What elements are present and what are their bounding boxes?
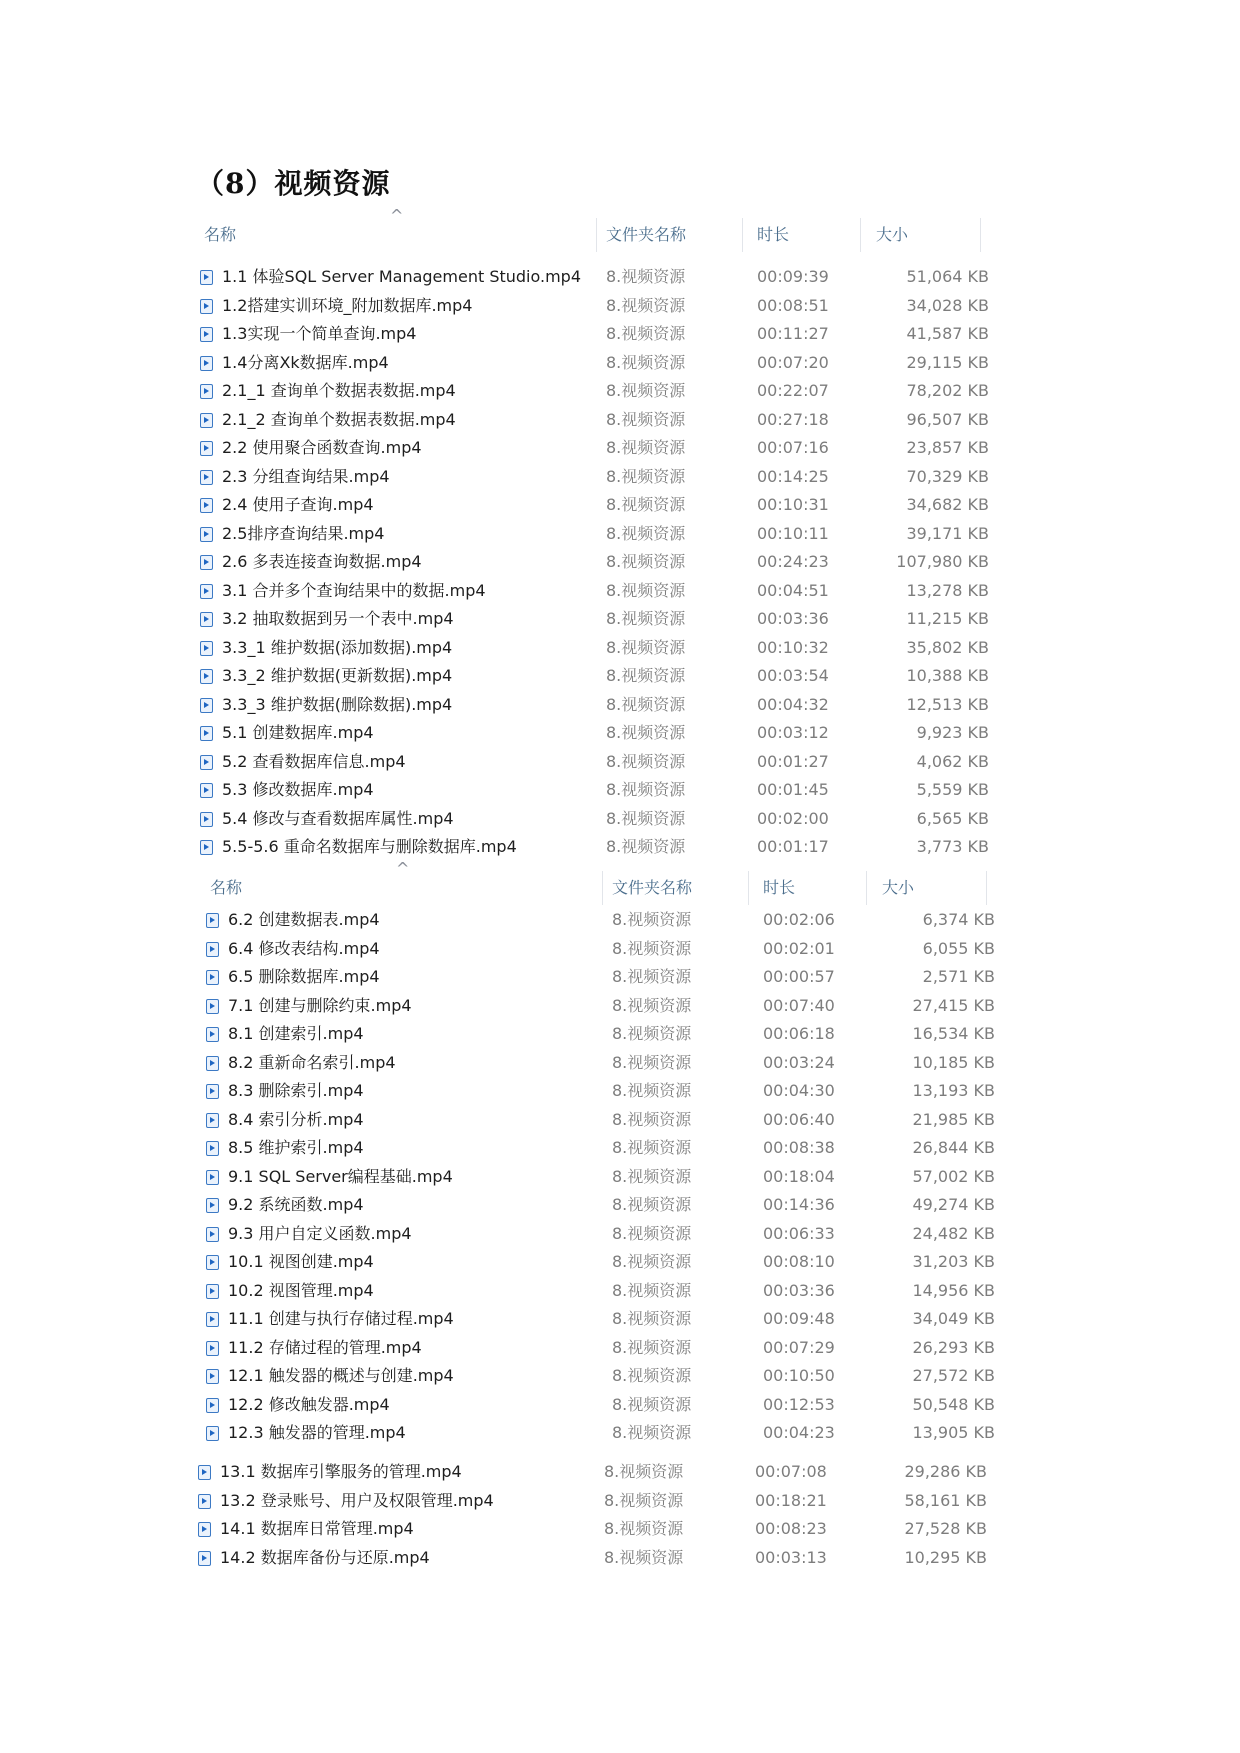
file-row[interactable] bbox=[202, 1220, 1007, 1249]
file-duration: 00:11:27 bbox=[757, 324, 829, 343]
column-header-row bbox=[196, 206, 1001, 252]
file-name: 2.5排序查询结果.mp4 bbox=[222, 523, 385, 543]
file-folder: 8.视频资源 bbox=[604, 1462, 684, 1481]
video-file-icon bbox=[206, 999, 219, 1014]
file-row[interactable] bbox=[202, 1305, 1007, 1334]
video-file-icon bbox=[200, 413, 213, 428]
file-name: 6.2 创建数据表.mp4 bbox=[228, 910, 380, 929]
file-folder: 8.视频资源 bbox=[606, 637, 686, 657]
file-duration: 00:04:30 bbox=[763, 1081, 835, 1100]
video-file-icon bbox=[206, 1341, 219, 1356]
column-header-size[interactable]: 大小 bbox=[876, 225, 909, 244]
video-file-icon bbox=[200, 555, 213, 570]
file-size: 13,278 KB bbox=[906, 580, 989, 600]
file-folder: 8.视频资源 bbox=[612, 1052, 692, 1072]
column-header-folder[interactable]: 文件夹名称 bbox=[612, 878, 693, 897]
file-duration: 00:02:06 bbox=[763, 910, 835, 929]
video-file-icon bbox=[206, 1027, 219, 1042]
file-name: 8.3 删除索引.mp4 bbox=[228, 1081, 364, 1100]
file-size: 27,528 KB bbox=[904, 1519, 987, 1538]
column-header-duration[interactable]: 时长 bbox=[757, 225, 790, 244]
video-file-icon bbox=[200, 612, 213, 627]
file-row[interactable] bbox=[202, 1334, 1007, 1363]
file-size: 26,844 KB bbox=[912, 1138, 995, 1157]
file-duration: 00:10:50 bbox=[763, 1366, 835, 1385]
file-list-panel-3 bbox=[194, 1458, 999, 1572]
file-duration: 00:08:10 bbox=[763, 1252, 835, 1271]
file-size: 29,115 KB bbox=[906, 352, 989, 372]
file-name: 13.2 登录账号、用户及权限管理.mp4 bbox=[220, 1490, 494, 1510]
file-name: 11.2 存储过程的管理.mp4 bbox=[228, 1337, 422, 1357]
file-duration: 00:10:11 bbox=[757, 523, 829, 543]
file-size: 51,064 KB bbox=[906, 267, 989, 286]
file-name: 1.3实现一个简单查询.mp4 bbox=[222, 324, 417, 343]
file-duration: 00:07:40 bbox=[763, 995, 835, 1015]
video-file-icon bbox=[200, 498, 213, 513]
file-size: 10,388 KB bbox=[906, 666, 989, 685]
video-file-icon bbox=[206, 970, 219, 985]
file-name: 12.3 触发器的管理.mp4 bbox=[228, 1423, 406, 1442]
file-row[interactable] bbox=[202, 935, 1007, 964]
file-row[interactable] bbox=[202, 1020, 1007, 1049]
file-duration: 00:03:24 bbox=[763, 1052, 835, 1072]
file-row[interactable] bbox=[202, 1391, 1007, 1420]
file-size: 13,193 KB bbox=[912, 1081, 995, 1100]
video-file-icon bbox=[200, 584, 213, 599]
file-duration: 00:12:53 bbox=[763, 1394, 835, 1414]
file-name: 8.1 创建索引.mp4 bbox=[228, 1024, 364, 1043]
file-name: 2.4 使用子查询.mp4 bbox=[222, 495, 374, 514]
video-file-icon bbox=[206, 1113, 219, 1128]
file-row[interactable] bbox=[196, 748, 1001, 777]
file-folder: 8.视频资源 bbox=[612, 1252, 692, 1271]
file-folder: 8.视频资源 bbox=[612, 1223, 692, 1243]
file-row[interactable] bbox=[196, 434, 1001, 463]
file-row[interactable] bbox=[202, 1163, 1007, 1192]
video-file-icon bbox=[200, 299, 213, 314]
file-duration: 00:09:48 bbox=[763, 1309, 835, 1328]
column-divider[interactable] bbox=[860, 218, 861, 252]
file-row[interactable] bbox=[202, 1077, 1007, 1106]
file-name: 14.2 数据库备份与还原.mp4 bbox=[220, 1547, 430, 1567]
file-list-panel-2 bbox=[202, 859, 1007, 1448]
column-divider[interactable] bbox=[986, 871, 987, 905]
file-size: 35,802 KB bbox=[906, 637, 989, 657]
file-name: 1.2搭建实训环境_附加数据库.mp4 bbox=[222, 295, 473, 315]
file-size: 6,055 KB bbox=[922, 938, 995, 958]
file-name: 3.3_1 维护数据(添加数据).mp4 bbox=[222, 637, 453, 657]
file-name: 8.2 重新命名索引.mp4 bbox=[228, 1052, 396, 1072]
video-file-icon bbox=[206, 1141, 219, 1156]
file-folder: 8.视频资源 bbox=[612, 1280, 692, 1300]
column-header-size[interactable]: 大小 bbox=[882, 878, 915, 897]
file-row[interactable] bbox=[202, 1248, 1007, 1277]
file-duration: 00:04:32 bbox=[757, 694, 829, 714]
file-name: 12.2 修改触发器.mp4 bbox=[228, 1394, 390, 1414]
file-folder: 8.视频资源 bbox=[606, 324, 686, 343]
file-folder: 8.视频资源 bbox=[612, 1166, 692, 1186]
file-duration: 00:06:18 bbox=[763, 1024, 835, 1043]
file-size: 26,293 KB bbox=[912, 1337, 995, 1357]
file-folder: 8.视频资源 bbox=[606, 267, 686, 286]
video-file-icon bbox=[200, 641, 213, 656]
file-row[interactable] bbox=[196, 634, 1001, 663]
file-folder: 8.视频资源 bbox=[606, 381, 686, 400]
file-size: 2,571 KB bbox=[922, 967, 995, 986]
file-name: 13.1 数据库引擎服务的管理.mp4 bbox=[220, 1462, 462, 1481]
file-name: 7.1 创建与删除约束.mp4 bbox=[228, 995, 412, 1015]
file-name: 5.2 查看数据库信息.mp4 bbox=[222, 751, 406, 771]
file-duration: 00:18:21 bbox=[755, 1490, 827, 1510]
video-file-icon bbox=[206, 1255, 219, 1270]
file-folder: 8.视频资源 bbox=[612, 1366, 692, 1385]
file-name: 2.6 多表连接查询数据.mp4 bbox=[222, 552, 422, 571]
column-header-folder[interactable]: 文件夹名称 bbox=[606, 225, 687, 244]
file-folder: 8.视频资源 bbox=[606, 409, 686, 429]
file-size: 41,587 KB bbox=[906, 324, 989, 343]
video-file-icon bbox=[206, 1056, 219, 1071]
file-duration: 00:27:18 bbox=[757, 409, 829, 429]
file-name: 5.5-5.6 重命名数据库与删除数据库.mp4 bbox=[222, 837, 517, 856]
video-file-icon bbox=[200, 726, 213, 741]
file-duration: 00:24:23 bbox=[757, 552, 829, 571]
file-folder: 8.视频资源 bbox=[606, 523, 686, 543]
file-folder: 8.视频资源 bbox=[612, 910, 692, 929]
video-file-icon bbox=[200, 441, 213, 456]
file-size: 10,185 KB bbox=[912, 1052, 995, 1072]
file-name: 6.5 删除数据库.mp4 bbox=[228, 967, 380, 986]
file-duration: 00:02:00 bbox=[757, 808, 829, 828]
file-name: 8.4 索引分析.mp4 bbox=[228, 1109, 364, 1129]
file-size: 70,329 KB bbox=[906, 466, 989, 486]
file-folder: 8.视频资源 bbox=[612, 1081, 692, 1100]
file-row[interactable] bbox=[196, 263, 1001, 292]
file-name: 10.1 视图创建.mp4 bbox=[228, 1252, 374, 1271]
video-file-icon bbox=[200, 840, 213, 855]
file-folder: 8.视频资源 bbox=[612, 1394, 692, 1414]
column-header-name[interactable]: 名称 bbox=[210, 878, 243, 897]
file-row[interactable] bbox=[202, 1419, 1007, 1448]
file-row[interactable] bbox=[202, 1277, 1007, 1306]
file-name: 12.1 触发器的概述与创建.mp4 bbox=[228, 1366, 454, 1385]
video-file-icon bbox=[200, 356, 213, 371]
column-header-name[interactable]: 名称 bbox=[204, 225, 237, 244]
file-duration: 00:10:32 bbox=[757, 637, 829, 657]
file-folder: 8.视频资源 bbox=[606, 609, 686, 628]
file-size: 6,374 KB bbox=[922, 910, 995, 929]
file-size: 78,202 KB bbox=[906, 381, 989, 400]
file-folder: 8.视频资源 bbox=[606, 552, 686, 571]
file-name: 5.3 修改数据库.mp4 bbox=[222, 780, 374, 799]
sort-up-icon[interactable]: ^ bbox=[390, 206, 404, 225]
file-duration: 00:14:36 bbox=[763, 1195, 835, 1214]
column-header-row bbox=[202, 859, 1007, 905]
video-file-icon bbox=[198, 1522, 211, 1537]
file-duration: 00:03:12 bbox=[757, 723, 829, 742]
file-row[interactable] bbox=[196, 349, 1001, 378]
file-size: 24,482 KB bbox=[912, 1223, 995, 1243]
file-duration: 00:04:23 bbox=[763, 1423, 835, 1442]
file-list bbox=[194, 1458, 999, 1572]
file-size: 9,923 KB bbox=[916, 723, 989, 742]
file-name: 6.4 修改表结构.mp4 bbox=[228, 938, 380, 958]
file-name: 2.2 使用聚合函数查询.mp4 bbox=[222, 438, 422, 457]
file-duration: 00:14:25 bbox=[757, 466, 829, 486]
file-folder: 8.视频资源 bbox=[612, 1337, 692, 1357]
file-duration: 00:03:36 bbox=[763, 1280, 835, 1300]
file-duration: 00:03:54 bbox=[757, 666, 829, 685]
video-file-icon bbox=[200, 698, 213, 713]
file-row[interactable] bbox=[196, 491, 1001, 520]
video-file-icon bbox=[198, 1551, 211, 1566]
file-size: 4,062 KB bbox=[916, 751, 989, 771]
file-folder: 8.视频资源 bbox=[606, 808, 686, 828]
file-duration: 00:08:23 bbox=[755, 1519, 827, 1538]
column-header-duration[interactable]: 时长 bbox=[763, 878, 796, 897]
video-file-icon bbox=[200, 669, 213, 684]
file-folder: 8.视频资源 bbox=[606, 723, 686, 742]
file-folder: 8.视频资源 bbox=[606, 694, 686, 714]
file-name: 3.2 抽取数据到另一个表中.mp4 bbox=[222, 609, 454, 628]
file-size: 34,049 KB bbox=[912, 1309, 995, 1328]
video-file-icon bbox=[206, 942, 219, 957]
file-folder: 8.视频资源 bbox=[606, 295, 686, 315]
file-row[interactable] bbox=[196, 691, 1001, 720]
video-file-icon bbox=[200, 527, 213, 542]
file-duration: 00:10:31 bbox=[757, 495, 829, 514]
file-folder: 8.视频资源 bbox=[612, 995, 692, 1015]
file-name: 9.2 系统函数.mp4 bbox=[228, 1195, 364, 1214]
file-folder: 8.视频资源 bbox=[606, 837, 686, 856]
file-duration: 00:07:08 bbox=[755, 1462, 827, 1481]
file-name: 2.1_2 查询单个数据表数据.mp4 bbox=[222, 409, 456, 429]
file-name: 14.1 数据库日常管理.mp4 bbox=[220, 1519, 414, 1538]
file-row[interactable] bbox=[196, 833, 1001, 862]
file-size: 14,956 KB bbox=[912, 1280, 995, 1300]
file-list-panel-1 bbox=[196, 206, 1001, 889]
file-folder: 8.视频资源 bbox=[612, 1138, 692, 1157]
file-duration: 00:02:01 bbox=[763, 938, 835, 958]
video-file-icon bbox=[200, 384, 213, 399]
page-title: （8）视频资源 bbox=[196, 167, 391, 200]
file-name: 1.4分离Xk数据库.mp4 bbox=[222, 352, 389, 372]
file-folder: 8.视频资源 bbox=[606, 438, 686, 457]
file-duration: 00:03:13 bbox=[755, 1547, 827, 1567]
column-divider[interactable] bbox=[866, 871, 867, 905]
file-row[interactable] bbox=[202, 1134, 1007, 1163]
file-row[interactable] bbox=[194, 1515, 999, 1544]
file-folder: 8.视频资源 bbox=[612, 938, 692, 958]
file-folder: 8.视频资源 bbox=[604, 1547, 684, 1567]
video-file-icon bbox=[206, 1198, 219, 1213]
video-file-icon bbox=[198, 1494, 211, 1509]
file-folder: 8.视频资源 bbox=[612, 1309, 692, 1328]
video-file-icon bbox=[200, 812, 213, 827]
file-size: 29,286 KB bbox=[904, 1462, 987, 1481]
video-file-icon bbox=[206, 1170, 219, 1185]
file-name: 9.3 用户自定义函数.mp4 bbox=[228, 1223, 412, 1243]
file-size: 3,773 KB bbox=[916, 837, 989, 856]
file-size: 27,572 KB bbox=[912, 1366, 995, 1385]
file-row[interactable] bbox=[194, 1544, 999, 1573]
file-row[interactable] bbox=[202, 1362, 1007, 1391]
file-name: 5.1 创建数据库.mp4 bbox=[222, 723, 374, 742]
file-duration: 00:18:04 bbox=[763, 1166, 835, 1186]
file-size: 21,985 KB bbox=[912, 1109, 995, 1129]
file-duration: 00:07:16 bbox=[757, 438, 829, 457]
video-file-icon bbox=[206, 1312, 219, 1327]
file-row[interactable] bbox=[196, 292, 1001, 321]
file-size: 107,980 KB bbox=[896, 552, 989, 571]
file-folder: 8.视频资源 bbox=[606, 580, 686, 600]
file-size: 96,507 KB bbox=[906, 409, 989, 429]
video-file-icon bbox=[198, 1465, 211, 1480]
video-file-icon bbox=[200, 327, 213, 342]
file-name: 5.4 修改与查看数据库属性.mp4 bbox=[222, 808, 454, 828]
video-file-icon bbox=[206, 1426, 219, 1441]
file-row[interactable] bbox=[202, 992, 1007, 1021]
file-row[interactable] bbox=[196, 577, 1001, 606]
file-duration: 00:04:51 bbox=[757, 580, 829, 600]
file-folder: 8.视频资源 bbox=[604, 1490, 684, 1510]
file-folder: 8.视频资源 bbox=[612, 1195, 692, 1214]
video-file-icon bbox=[206, 1084, 219, 1099]
file-duration: 00:08:38 bbox=[763, 1138, 835, 1157]
file-list bbox=[202, 906, 1007, 1448]
file-duration: 00:01:17 bbox=[757, 837, 829, 856]
file-folder: 8.视频资源 bbox=[606, 495, 686, 514]
file-row[interactable] bbox=[194, 1458, 999, 1487]
file-duration: 00:01:27 bbox=[757, 751, 829, 771]
file-size: 16,534 KB bbox=[912, 1024, 995, 1043]
column-divider[interactable] bbox=[602, 871, 603, 905]
file-row[interactable] bbox=[202, 1049, 1007, 1078]
file-folder: 8.视频资源 bbox=[606, 751, 686, 771]
file-size: 5,559 KB bbox=[916, 780, 989, 799]
video-file-icon bbox=[206, 1227, 219, 1242]
file-folder: 8.视频资源 bbox=[606, 466, 686, 486]
file-row[interactable] bbox=[196, 520, 1001, 549]
file-duration: 00:01:45 bbox=[757, 780, 829, 799]
file-size: 11,215 KB bbox=[906, 609, 989, 628]
file-name: 2.3 分组查询结果.mp4 bbox=[222, 466, 390, 486]
file-duration: 00:00:57 bbox=[763, 967, 835, 986]
file-size: 58,161 KB bbox=[904, 1490, 987, 1510]
file-duration: 00:06:33 bbox=[763, 1223, 835, 1243]
file-folder: 8.视频资源 bbox=[604, 1519, 684, 1538]
file-row[interactable] bbox=[196, 605, 1001, 634]
file-duration: 00:07:20 bbox=[757, 352, 829, 372]
file-size: 49,274 KB bbox=[912, 1195, 995, 1214]
file-duration: 00:08:51 bbox=[757, 295, 829, 315]
file-name: 3.1 合并多个查询结果中的数据.mp4 bbox=[222, 580, 486, 600]
file-row[interactable] bbox=[196, 406, 1001, 435]
file-row[interactable] bbox=[194, 1487, 999, 1516]
file-size: 50,548 KB bbox=[912, 1394, 995, 1414]
file-row[interactable] bbox=[196, 377, 1001, 406]
file-size: 34,682 KB bbox=[906, 495, 989, 514]
video-file-icon bbox=[200, 783, 213, 798]
file-duration: 00:09:39 bbox=[757, 267, 829, 286]
file-size: 12,513 KB bbox=[906, 694, 989, 714]
file-name: 3.3_2 维护数据(更新数据).mp4 bbox=[222, 666, 453, 685]
file-name: 2.1_1 查询单个数据表数据.mp4 bbox=[222, 381, 456, 400]
file-row[interactable] bbox=[196, 719, 1001, 748]
file-size: 57,002 KB bbox=[912, 1166, 995, 1186]
file-name: 11.1 创建与执行存储过程.mp4 bbox=[228, 1309, 454, 1328]
file-size: 10,295 KB bbox=[904, 1547, 987, 1567]
file-size: 6,565 KB bbox=[916, 808, 989, 828]
column-divider[interactable] bbox=[596, 218, 597, 252]
column-divider[interactable] bbox=[748, 871, 749, 905]
file-duration: 00:22:07 bbox=[757, 381, 829, 400]
file-list bbox=[196, 263, 1001, 889]
column-divider[interactable] bbox=[742, 218, 743, 252]
file-size: 31,203 KB bbox=[912, 1252, 995, 1271]
video-file-icon bbox=[206, 913, 219, 928]
file-size: 34,028 KB bbox=[906, 295, 989, 315]
video-file-icon bbox=[200, 470, 213, 485]
file-folder: 8.视频资源 bbox=[606, 780, 686, 799]
file-duration: 00:07:29 bbox=[763, 1337, 835, 1357]
file-size: 39,171 KB bbox=[906, 523, 989, 543]
file-name: 1.1 体验SQL Server Management Studio.mp4 bbox=[222, 267, 582, 286]
video-file-icon bbox=[206, 1398, 219, 1413]
file-row[interactable] bbox=[196, 548, 1001, 577]
file-row[interactable] bbox=[202, 1191, 1007, 1220]
file-name: 9.1 SQL Server编程基础.mp4 bbox=[228, 1166, 453, 1186]
video-file-icon bbox=[200, 270, 213, 285]
sort-up-icon[interactable]: ^ bbox=[396, 859, 410, 878]
file-row[interactable] bbox=[196, 776, 1001, 805]
file-row[interactable] bbox=[202, 963, 1007, 992]
file-folder: 8.视频资源 bbox=[606, 352, 686, 372]
file-name: 8.5 维护索引.mp4 bbox=[228, 1138, 364, 1157]
file-name: 10.2 视图管理.mp4 bbox=[228, 1280, 374, 1300]
file-row[interactable] bbox=[202, 1106, 1007, 1135]
file-folder: 8.视频资源 bbox=[612, 1109, 692, 1129]
column-divider[interactable] bbox=[980, 218, 981, 252]
file-size: 27,415 KB bbox=[912, 995, 995, 1015]
file-row[interactable] bbox=[196, 320, 1001, 349]
video-file-icon bbox=[206, 1369, 219, 1384]
video-file-icon bbox=[200, 755, 213, 770]
file-name: 3.3_3 维护数据(删除数据).mp4 bbox=[222, 694, 453, 714]
file-duration: 00:03:36 bbox=[757, 609, 829, 628]
file-folder: 8.视频资源 bbox=[612, 1423, 692, 1442]
file-row[interactable] bbox=[202, 906, 1007, 935]
file-row[interactable] bbox=[196, 805, 1001, 834]
file-folder: 8.视频资源 bbox=[606, 666, 686, 685]
file-row[interactable] bbox=[196, 463, 1001, 492]
file-size: 13,905 KB bbox=[912, 1423, 995, 1442]
file-row[interactable] bbox=[196, 662, 1001, 691]
video-file-icon bbox=[206, 1284, 219, 1299]
file-folder: 8.视频资源 bbox=[612, 1024, 692, 1043]
file-duration: 00:06:40 bbox=[763, 1109, 835, 1129]
file-folder: 8.视频资源 bbox=[612, 967, 692, 986]
file-size: 23,857 KB bbox=[906, 438, 989, 457]
